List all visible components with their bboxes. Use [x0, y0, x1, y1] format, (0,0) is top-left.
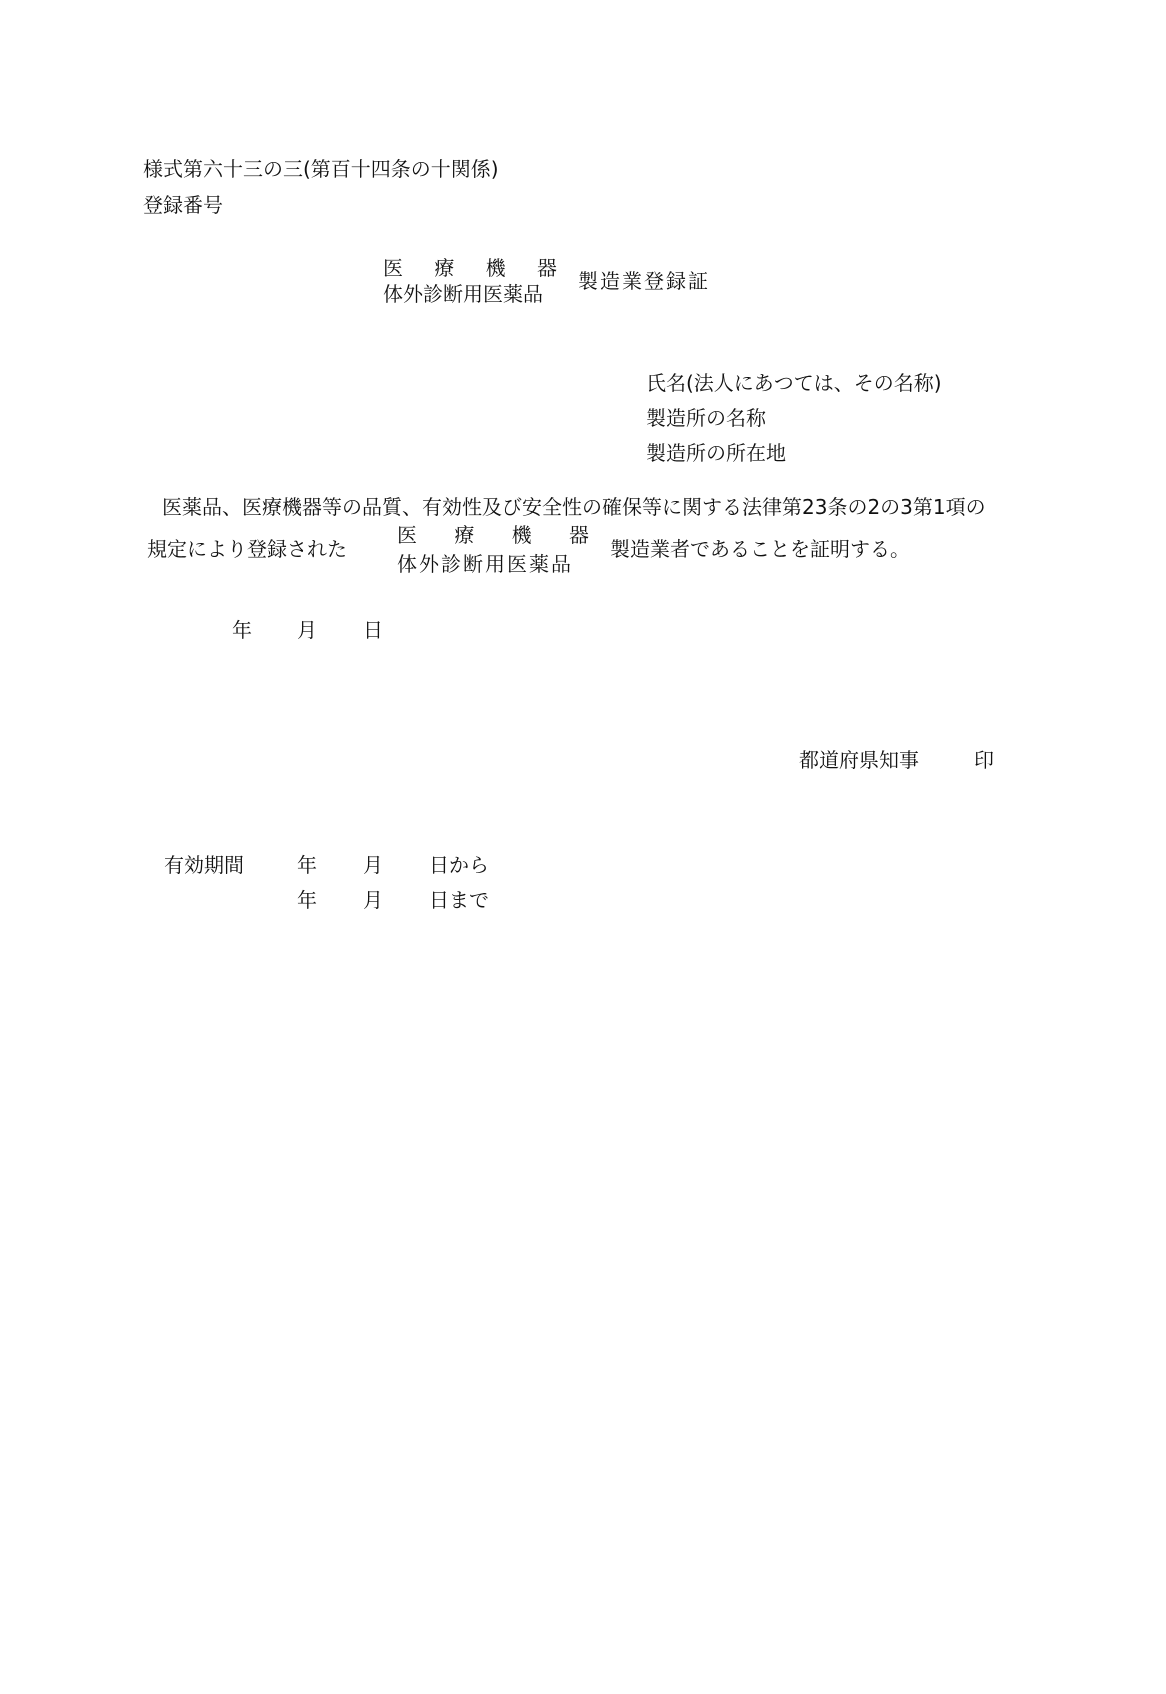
issuer-label: 都道府県知事	[799, 748, 919, 772]
body-device-line	[397, 523, 589, 547]
registration-number-label: 登録番号	[143, 193, 223, 217]
applicant-name-label: 氏名(法人にあつては、その名称)	[646, 371, 942, 395]
body-line-2-suffix: 製造業者であることを証明する。	[610, 537, 910, 561]
title-device-char: 機	[485, 256, 506, 280]
body-device-char: 器	[568, 523, 589, 547]
body-device-char: 医	[397, 523, 417, 547]
validity-label: 有効期間	[164, 853, 244, 877]
body-line-2-prefix: 規定により登録された	[147, 537, 347, 561]
date-month: 月	[297, 618, 317, 642]
title-suffix: 製造業登録証	[578, 269, 710, 293]
title-device-char: 医	[383, 256, 403, 280]
facility-address-label: 製造所の所在地	[646, 441, 786, 465]
validity-from-month: 月	[363, 853, 383, 877]
title-device-char: 療	[434, 256, 455, 280]
validity-from-year: 年	[297, 853, 317, 877]
title-reagent: 体外診断用医薬品	[383, 282, 543, 306]
date-year: 年	[232, 618, 252, 642]
form-id: 様式第六十三の三(第百十四条の十関係)	[143, 157, 499, 181]
body-line-1: 医薬品、医療機器等の品質、有効性及び安全性の確保等に関する法律第23条の2の3第1項の	[162, 495, 986, 519]
body-reagent: 体外診断用医薬品	[397, 552, 573, 576]
issuer-seal: 印	[974, 748, 994, 772]
date-day: 日	[363, 618, 383, 642]
body-device-char: 療	[454, 523, 475, 547]
validity-to-year: 年	[297, 888, 317, 912]
title-device-char: 器	[536, 256, 557, 280]
validity-to-day: 日まで	[429, 888, 489, 912]
body-device-char: 機	[511, 523, 532, 547]
validity-to-month: 月	[363, 888, 383, 912]
title-device-line	[383, 256, 557, 280]
facility-name-label: 製造所の名称	[646, 406, 766, 430]
validity-from-day: 日から	[429, 853, 489, 877]
